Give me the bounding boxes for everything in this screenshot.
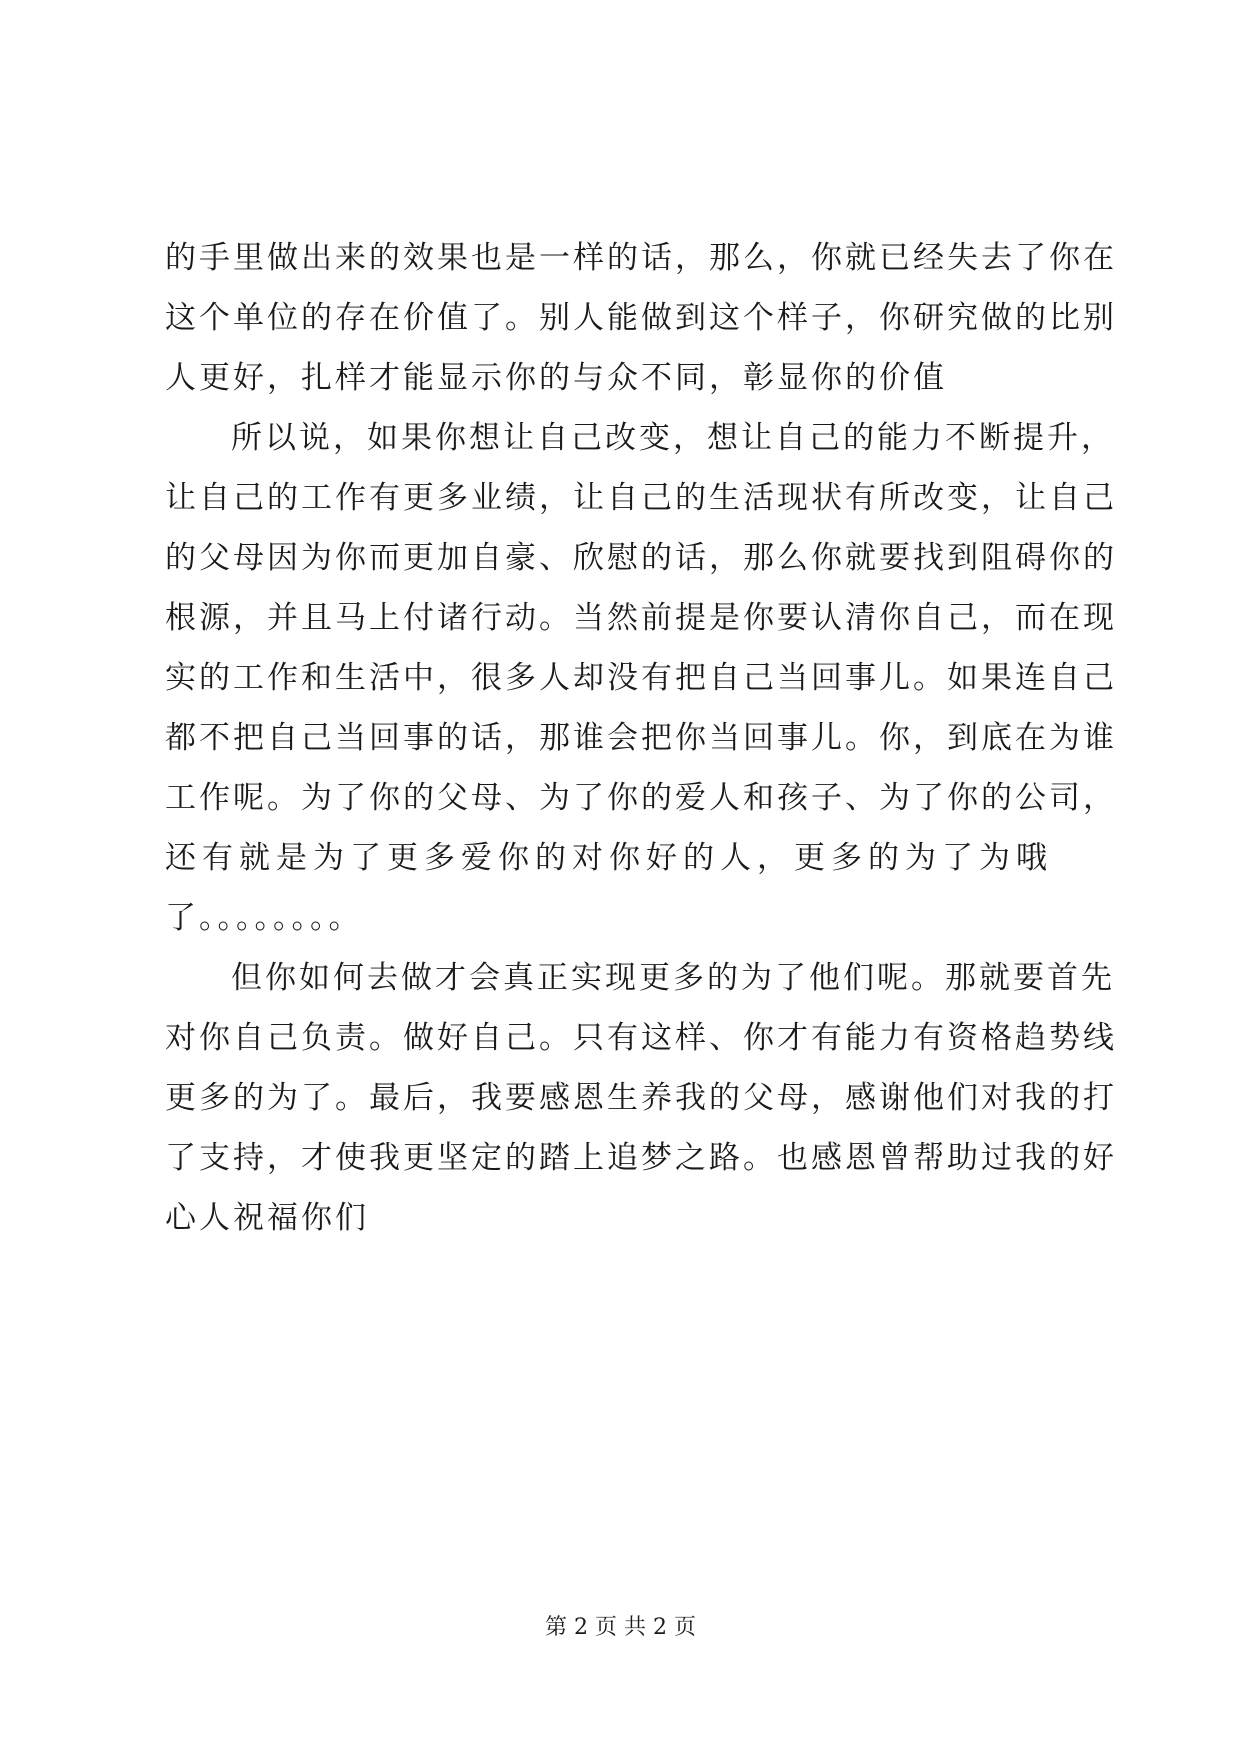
text-line: 根源，并且马上付诸行动。当然前提是你要认清你自己，而在现 [165,600,1117,636]
document-body [165,228,1117,1248]
page-number-footer: 第 2 页 共 2 页 [545,1615,696,1640]
text-line: 心人祝福你们 [165,1200,369,1236]
text-line: 工作呢。为了你的父母、为了你的爱人和孩子、为了你的公司， [165,780,1117,816]
text-line: 了支持，才使我更坚定的踏上追梦之路。也感恩曾帮助过我的好 [165,1140,1117,1176]
text-line: 的父母因为你而更加自豪、欣慰的话，那么你就要找到阻碍你的 [165,540,1117,576]
text-line: 都不把自己当回事的话，那谁会把你当回事儿。你，到底在为谁 [165,720,1117,756]
text-line: 更多的为了。最后，我要感恩生养我的父母，感谢他们对我的打 [165,1080,1117,1116]
text-line: 的手里做出来的效果也是一样的话，那么，你就已经失去了你在 [165,240,1117,276]
text-line: 还有就是为了更多爱你的对你好的人，更多的为了为哦 [165,840,1053,876]
paragraph-start-line: 但你如何去做才会真正实现更多的为了他们呢。那就要首先 [231,960,1115,996]
text-line: 人更好，扎样才能显示你的与众不同，彰显你的价值 [165,360,947,396]
paragraph-start-line: 所以说，如果你想让自己改变，想让自己的能力不断提升， [231,420,1115,456]
text-line: 实的工作和生活中，很多人却没有把自己当回事儿。如果连自己 [165,660,1117,696]
text-line: 对你自己负责。做好自己。只有这样、你才有能力有资格趋势线 [165,1020,1117,1056]
text-line: 这个单位的存在价值了。别人能做到这个样子，你研究做的比别 [165,300,1117,336]
text-line: 了。。。。。。。。 [165,900,363,936]
text-line: 让自己的工作有更多业绩，让自己的生活现状有所改变，让自己 [165,480,1117,516]
